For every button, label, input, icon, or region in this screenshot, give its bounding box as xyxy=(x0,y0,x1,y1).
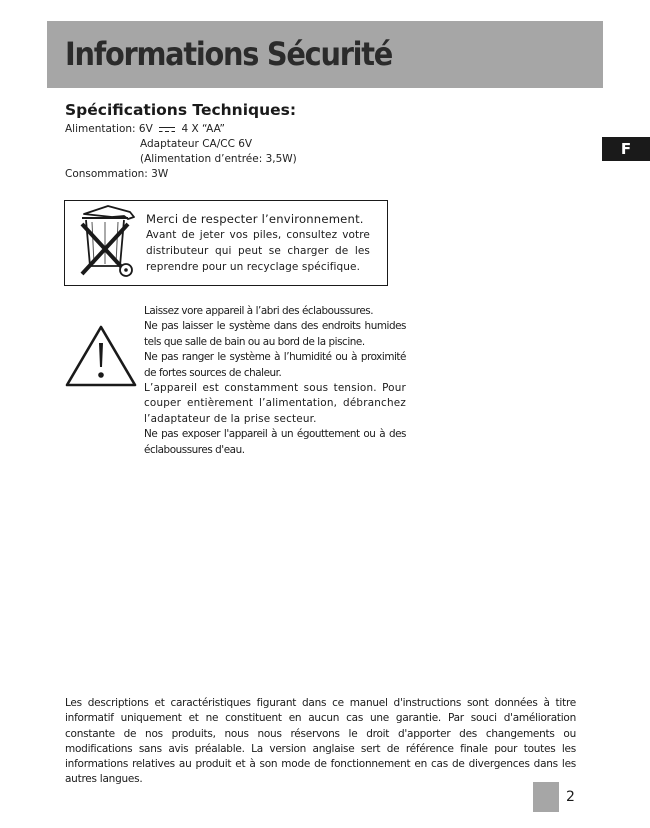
page-number-marker xyxy=(533,782,559,812)
spec-adapter-input: (Alimentation d’entrée: 3,5W) xyxy=(140,153,297,165)
warning-item: Ne pas exposer l'appareil à un égouttement ou à des éclaboussures d'eau. xyxy=(144,428,406,456)
language-tab: F xyxy=(602,137,650,161)
page-number: 2 xyxy=(566,789,575,805)
warning-item: Ne pas ranger le système à l’humidité ou à proximité de fortes sources de chaleur. xyxy=(144,351,406,379)
page-title: Informations Sécurité xyxy=(65,35,393,73)
warning-item: Laissez vore appareil à l’abri des éclaboussures. xyxy=(144,305,374,317)
warning-item: Ne pas laisser le système dans des endroits humides tels que salle de bain ou au bord de la piscine. xyxy=(144,320,406,348)
specs-title: Spécifications Techniques: xyxy=(65,101,297,119)
dc-current-icon xyxy=(158,125,176,134)
safety-warnings xyxy=(144,304,406,458)
disclaimer-text: Les descriptions et caractéristiques figurant dans ce manuel d'instructions sont données à titre informatif uniquement et ne constituent en aucun cas une garantie. Par souci d'amélioration constante de nos produits, nous nous réservons le droit d'apporter des changements ou modifications sans avis préalable. La version anglaise sert de référence finale pour toutes les informations relatives au produit et à son mode de fonctionnement en cas de divergences dans les autres langues. xyxy=(65,697,576,786)
warning-item: L’appareil est constamment sous tension. Pour couper entièrement l’alimentation, débranchez l’adaptateur de la prise secteur. xyxy=(144,382,406,425)
spec-adapter: Adaptateur CA/CC 6V xyxy=(140,138,253,150)
spec-consumption: Consommation: 3W xyxy=(65,168,169,180)
crossed-out-bin-icon xyxy=(78,204,136,280)
spec-power-prefix: Alimentation: 6V xyxy=(65,123,153,135)
environment-notice-text: Avant de jeter vos piles, consultez votre distributeur qui peut se charger de les reprendre pour un recyclage spécifique. xyxy=(146,229,370,273)
header-bar xyxy=(47,21,603,88)
environment-notice-box xyxy=(64,200,388,286)
warning-triangle-icon xyxy=(63,323,139,389)
environment-notice-title: Merci de respecter l’environnement. xyxy=(146,212,364,226)
spec-power-line xyxy=(65,122,225,136)
spec-power-suffix: 4 X “AA” xyxy=(181,123,225,135)
